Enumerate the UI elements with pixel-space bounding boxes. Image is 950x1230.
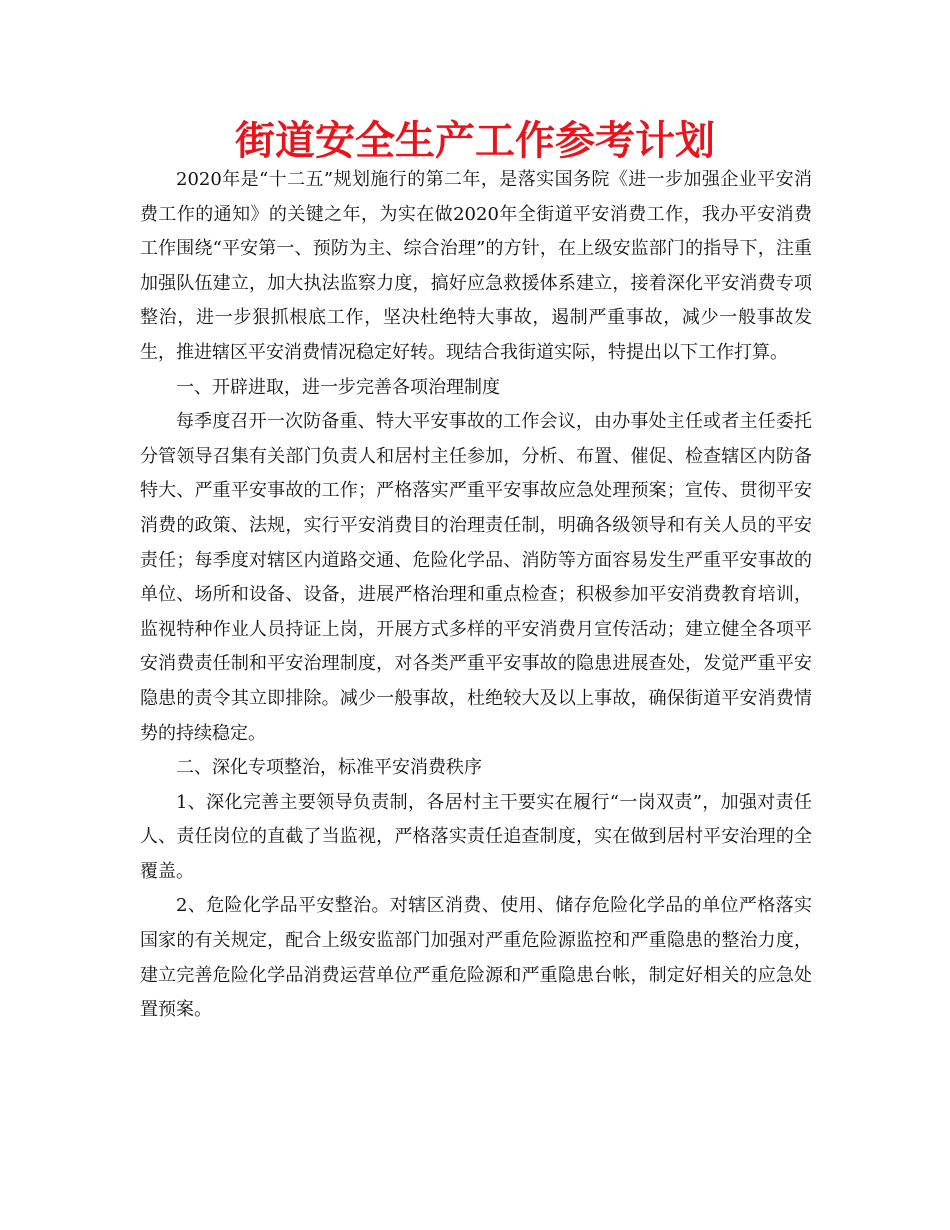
section-2-item-1: 1、深化完善主要领导负责制，各居村主干要实在履行“一岗双责”，加强对责任人、责任岗位的直截了当监视，严格落实责任追查制度，实在做到居村平安治理的全覆盖。 — [140, 791, 812, 882]
section-1-paragraph: 每季度召开一次防备重、特大平安事故的工作会议，由办事处主任或者主任委托分管领导召集有关部门负责人和居村主任参加，分析、布置、催促、检查辖区内防备特大、严重平安事故的工作；严格落实严重平安事故应急处理预案；宣传、贯彻平安消费的政策、法规，实行平安消费目的治理责任制，明确各级领导和有关人员的平安责任；每季度对辖区内道路交通、危险化学品、消防等方面容易发生严重平安事故的单位、场所和设备、设备，进展严格治理和重点检查；积极参加平安消费教育培训，监视特种作业人员持证上岗，开展方式多样的平安消费月宣传活动；建立健全各项平安消费责任制和平安治理制度，对各类严重平安事故的隐患进展查处，发觉严重平安隐患的责令其立即排除。减少一般事故，杜绝较大及以上事故，确保街道平安消费情势的持续稳定。 — [140, 411, 812, 744]
intro-paragraph: 2020年是“十二五”规划施行的第二年，是落实国务院《进一步加强企业平安消费工作的通知》的关键之年，为实在做2020年全街道平安消费工作，我办平安消费工作围绕“平安第一、预防为主、综合治理”的方针，在上级安监部门的指导下，注重加强队伍建立，加大执法监察力度，搞好应急救援体系建立，接着深化平安消费专项整治，进一步狠抓根底工作，坚决杜绝特大事故，遏制严重事故，减少一般事故发生，推进辖区平安消费情况稳定好转。现结合我街道实际，特提出以下工作打算。 — [140, 169, 812, 363]
section-heading-1: 一、开辟进取，进一步完善各项治理制度 — [176, 376, 500, 398]
document-title: 街道安全生产工作参考计划 — [235, 118, 715, 164]
section-2-item-2: 2、危险化学品平安整治。对辖区消费、使用、储存危险化学品的单位严格落实国家的有关规定，配合上级安监部门加强对严重危险源监控和严重隐患的整治力度，建立完善危险化学品消费运营单位严重危险源和严重隐患台帐，制定好相关的应急处置预案。 — [140, 895, 812, 1021]
section-heading-2: 二、深化专项整治，标准平安消费秩序 — [176, 757, 482, 779]
document-body — [140, 163, 812, 1028]
